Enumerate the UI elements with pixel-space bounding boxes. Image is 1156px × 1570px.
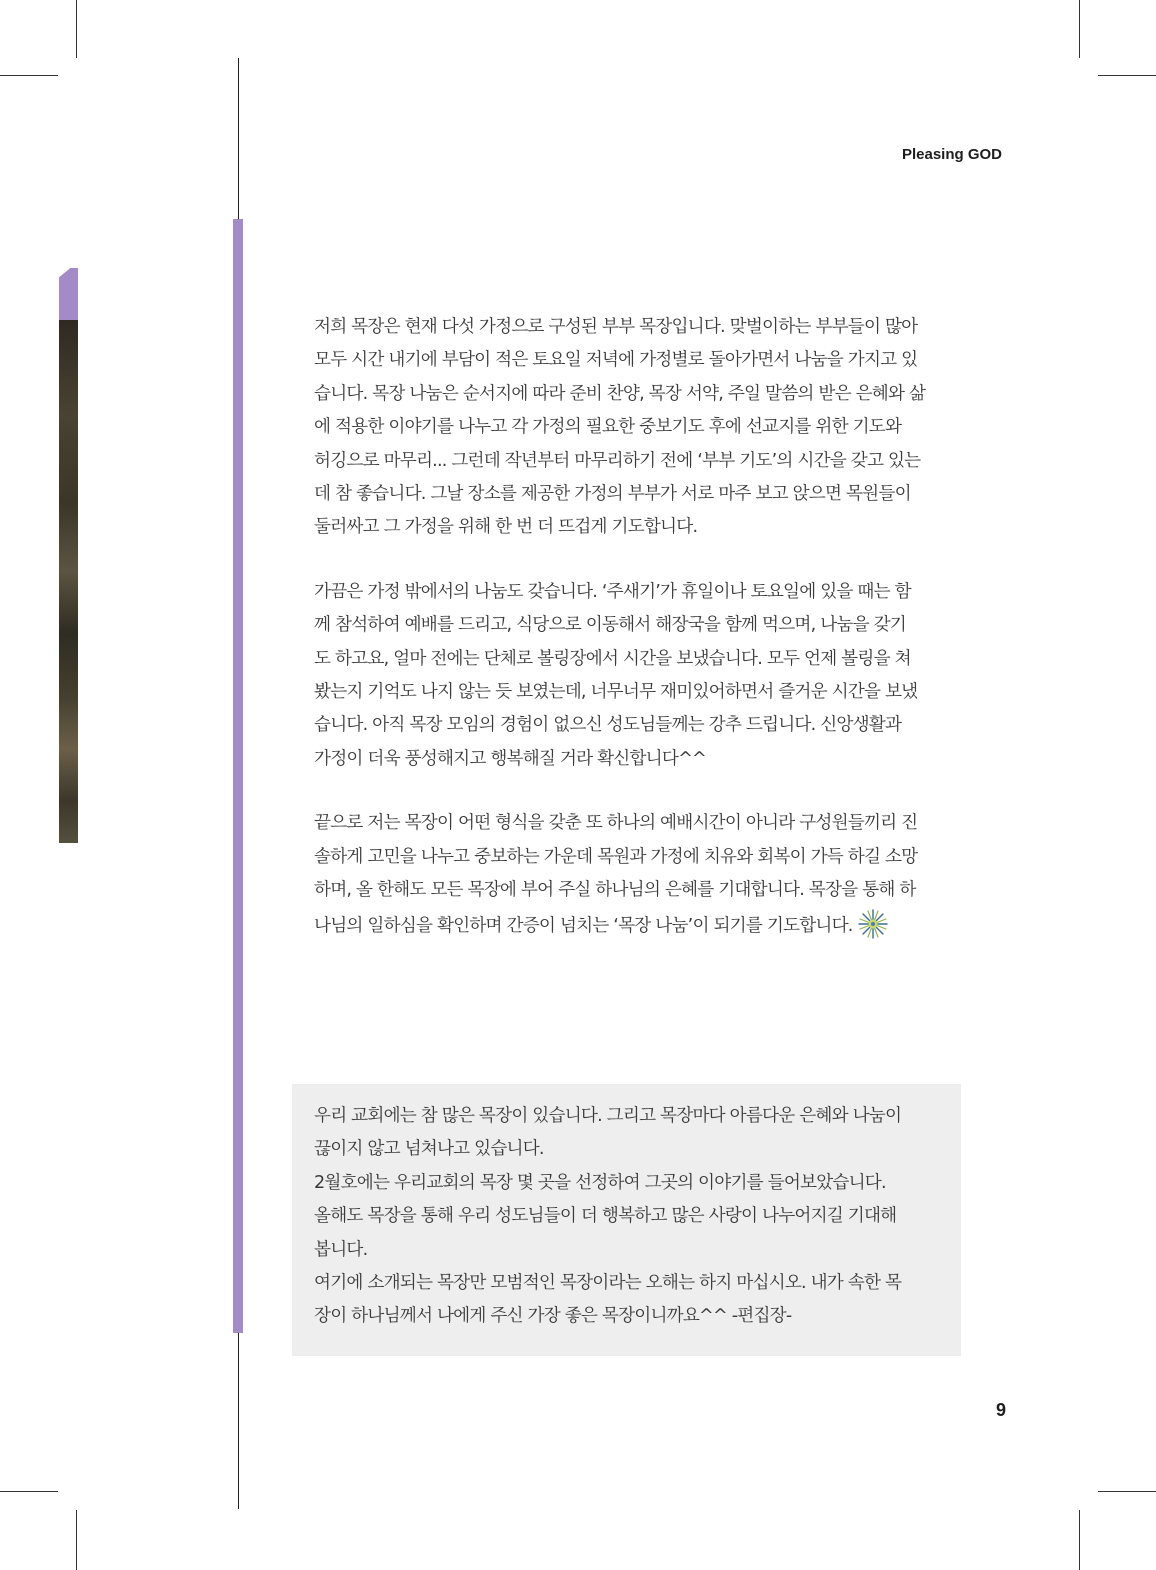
paragraph [314,807,964,943]
text-line: 모두 시간 내기에 부담이 적은 토요일 저녁에 가정별로 돌아가면서 나눔을 가지고 있 [314,350,918,371]
text-line: 끊이지 않고 넘쳐나고 있습니다. [314,1139,544,1160]
crop-mark [76,0,77,58]
text-line: 2월호에는 우리교회의 목장 몇 곳을 선정하여 그곳의 이야기를 들어보았습니다. [314,1172,886,1193]
crop-mark [1098,75,1156,76]
text-line-content: 나님의 일하심을 확인하며 간증이 넘치는 ‘목장 나눔’이 되기를 기도합니다. [314,915,853,936]
crop-mark [0,75,58,76]
crop-mark [0,1491,58,1492]
crop-mark [1098,1491,1156,1492]
paragraph [314,576,964,776]
photo-image [59,320,78,843]
left-photo-strip [59,268,78,843]
flower-ornament-icon [857,908,889,940]
text-line: 가끔은 가정 밖에서의 나눔도 갖습니다. ‘주새기’가 휴일이나 토요일에 있을 때는 함 [314,581,911,602]
text-line: 께 참석하여 예배를 드리고, 식당으로 이동해서 해장국을 함께 먹으며, 나눔을 갖기 [314,615,906,636]
page-header-title: Pleasing GOD [901,146,1002,163]
text-line: 데 참 좋습니다. 그날 장소를 제공한 가정의 부부가 서로 마주 보고 앉으면 목원들이 [314,484,911,505]
text-line: 도 하고요, 얼마 전에는 단체로 볼링장에서 시간을 보냈습니다. 모두 언제 볼링을 쳐 [314,648,911,669]
crop-mark [1079,1510,1080,1570]
text-line: 허깅으로 마무리... 그런데 작년부터 마무리하기 전에 ‘부부 기도’의 시간을 갖고 있는 [314,450,921,471]
text-line: 둘러싸고 그 가정을 위해 한 번 더 뜨겁게 기도합니다. [314,517,698,538]
text-line: 에 적용한 이야기를 나누고 각 가정의 필요한 중보기도 후에 선교지를 위한 기도와 [314,417,902,438]
text-line: 가정이 더욱 풍성해지고 행복해질 거라 확신합니다^^ [314,748,706,769]
crop-mark [1079,0,1080,58]
article-body [314,311,964,974]
accent-bar [233,219,243,1333]
text-line: 저희 목장은 현재 다섯 가정으로 구성된 부부 목장입니다. 맞벌이하는 부부들이 많아 [314,317,918,337]
text-line: 끝으로 저는 목장이 어떤 형식을 갖춘 또 하나의 예배시간이 아니라 구성원들끼리 진 [314,813,918,834]
paragraph [314,311,964,545]
editor-note-box [292,1084,961,1356]
text-line: 올해도 목장을 통해 우리 성도님들이 더 행복하고 많은 사랑이 나누어지길 기대해 [314,1206,897,1227]
text-line: 습니다. 목장 나눔은 순서지에 따라 준비 찬양, 목장 서약, 주일 말씀의 받은 은혜와 삶 [314,383,926,404]
text-line: 여기에 소개되는 목장만 모범적인 목장이라는 오해는 하지 마십시오. 내가 속한 목 [314,1273,902,1294]
text-line: 우리 교회에는 참 많은 목장이 있습니다. 그리고 목장마다 아름다운 은혜와 나눔이 [314,1106,902,1126]
text-line: 하며, 올 한해도 모든 목장에 부어 주실 하나님의 은혜를 기대합니다. 목장을 통해 하 [314,880,916,901]
text-line [314,908,964,943]
text-line: 습니다. 아직 목장 모임의 경험이 없으신 성도님들께는 강추 드립니다. 신앙생활과 [314,715,902,736]
text-line: 봅니다. [314,1239,368,1260]
photo-accent-cap [59,268,78,320]
editor-note-text [314,1100,901,1334]
text-line: 장이 하나님께서 나에게 주신 가장 좋은 목장이니까요^^ -편집장- [314,1306,792,1327]
crop-mark [76,1510,77,1570]
text-line: 봤는지 기억도 나지 않는 듯 보였는데, 너무너무 재미있어하면서 즐거운 시간을 보냈 [314,682,918,703]
page-number: 9 [995,1400,1006,1420]
text-line: 솔하게 고민을 나누고 중보하는 가운데 목원과 가정에 치유와 회복이 가득 하길 소망 [314,846,918,867]
